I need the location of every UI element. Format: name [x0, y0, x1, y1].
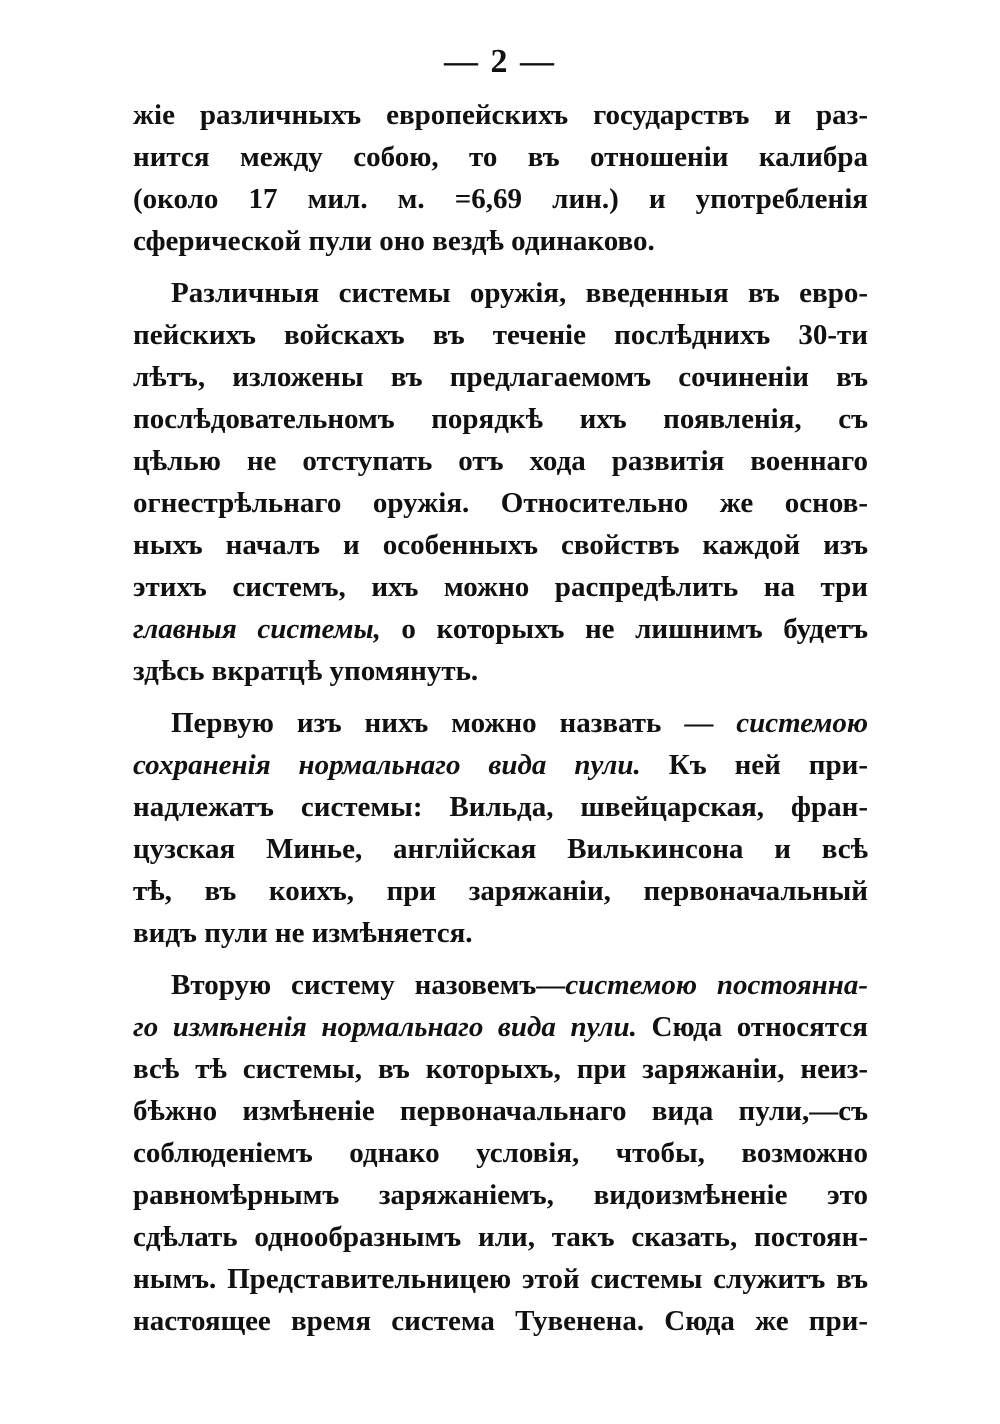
italic-phrase: главныя системы, [133, 613, 381, 645]
text-line [133, 608, 868, 650]
text-line: этихъ системъ, ихъ можно распредѣлить на три [133, 571, 868, 603]
italic-phrase: системою [736, 707, 868, 739]
text-line: надлежатъ системы: Вильда, швейцарская, фран- [133, 791, 868, 823]
italic-phrase: системою постоянна- [565, 969, 868, 1001]
text-line [133, 964, 868, 1006]
text-line: жіе различныхъ европейскихъ государствъ и раз- [133, 99, 868, 131]
text-line: послѣдовательномъ порядкѣ ихъ появленія, съ [133, 403, 868, 435]
text-line: цузская Минье, англійская Вилькинсона и всѣ [133, 833, 868, 865]
text-fragment: Первую изъ нихъ можно назвать — [171, 707, 737, 739]
text-line: нится между собою, то въ отношеніи калибра [133, 141, 868, 173]
text-line: ныхъ началъ и особенныхъ свойствъ каждой изъ [133, 529, 868, 561]
paragraph-2 [133, 272, 868, 692]
text-line: сдѣлать однообразнымъ или, такъ сказать, постоян- [133, 1221, 868, 1253]
text-fragment: Къ ней при- [640, 749, 868, 781]
text-line: равномѣрнымъ заряжаніемъ, видоизмѣненіе это [133, 1179, 868, 1211]
text-line [133, 702, 868, 744]
text-line: здѣсь вкратцѣ упомянуть. [133, 655, 479, 687]
paragraph-3 [133, 702, 868, 954]
text-line: пейскихъ войскахъ въ теченіе послѣднихъ 30-ти [133, 319, 868, 351]
text-line: бѣжно измѣненіе первоначальнаго вида пули,—съ [133, 1095, 868, 1127]
text-fragment: Сюда относятся [636, 1011, 868, 1043]
text-line: видъ пули не измѣняется. [133, 917, 473, 949]
text-line: настоящее время система Тувенена. Сюда же при- [133, 1305, 868, 1337]
text-line: сферической пули оно вездѣ одинаково. [133, 225, 655, 257]
text-line: Различныя системы оружія, введенныя въ евро- [171, 277, 868, 309]
body-text [133, 94, 868, 1342]
text-line: всѣ тѣ системы, въ которыхъ, при заряжаніи, неиз- [133, 1053, 868, 1085]
text-fragment: Вторую систему назовемъ— [171, 969, 566, 1001]
text-line: нымъ. Представительницею этой системы служитъ въ [133, 1263, 868, 1295]
text-line: соблюденіемъ однако условія, чтобы, возможно [133, 1137, 868, 1169]
text-line: огнестрѣльнаго оружія. Относительно же основ- [133, 487, 868, 519]
page-number: — 2 — [444, 43, 556, 80]
text-line [133, 744, 868, 786]
paragraph-1 [133, 94, 868, 262]
text-line: тѣ, въ коихъ, при заряжаніи, первоначальный [133, 875, 868, 907]
italic-phrase: сохраненія нормальнаго вида пули. [133, 749, 641, 781]
text-line: цѣлью не отступать отъ хода развитія военнаго [133, 445, 868, 477]
italic-phrase: го измѣненія нормальнаго вида пули. [133, 1011, 637, 1043]
text-fragment: о которыхъ не лишнимъ будетъ [380, 613, 868, 645]
text-line [133, 1006, 868, 1048]
paragraph-4 [133, 964, 868, 1342]
text-line: (около 17 мил. м. =6,69 лин.) и употребленія [133, 183, 868, 215]
text-line: лѣтъ, изложены въ предлагаемомъ сочиненіи въ [133, 361, 868, 393]
